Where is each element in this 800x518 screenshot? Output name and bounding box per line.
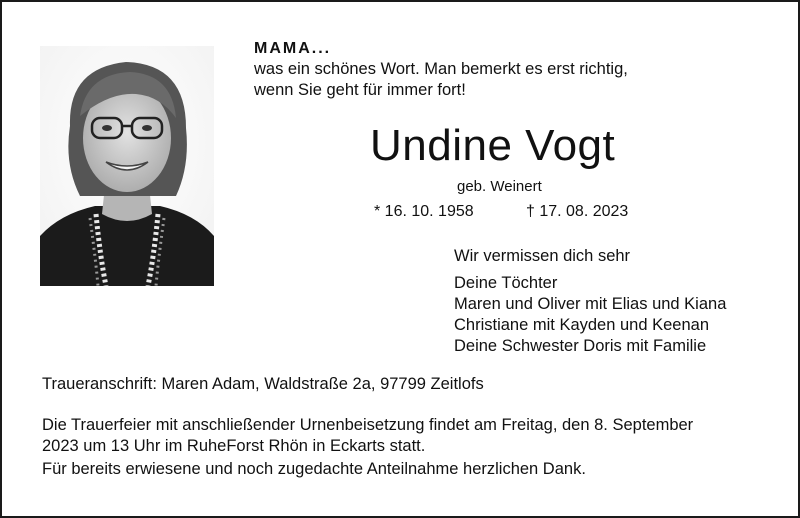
mourners-block: [454, 246, 726, 357]
mourner-line: Deine Schwester Doris mit Familie: [454, 337, 707, 355]
poem-line: was ein schönes Wort. Man bemerkt es erst richtig,: [254, 60, 628, 78]
ceremony-line: 2023 um 13 Uhr im RuheForst Rhön in Eckarts statt.: [42, 437, 426, 455]
birth-date: * 16. 10. 1958: [374, 203, 474, 220]
mourner-line: Maren und Oliver mit Elias und Kiana: [454, 295, 727, 313]
poem: [254, 38, 628, 101]
ceremony-info: [42, 415, 762, 457]
life-dates: [374, 203, 629, 221]
poem-line: wenn Sie geht für immer fort!: [254, 81, 466, 99]
mourner-line: Deine Töchter: [454, 274, 558, 292]
mourners-intro: Wir vermissen dich sehr: [454, 247, 631, 265]
portrait-icon: [40, 46, 214, 286]
ceremony-line: Die Trauerfeier mit anschließender Urnenbeisetzung findet am Freitag, den 8. September: [42, 416, 694, 434]
portrait-photo: [40, 46, 214, 286]
mourning-address: Traueranschrift: Maren Adam, Waldstraße 2a, 97799 Zeitlofs: [42, 375, 484, 393]
maiden-name: geb. Weinert: [457, 178, 542, 195]
poem-heading: MAMA...: [254, 40, 332, 57]
thanks-note: Für bereits erwiesene und noch zugedachte Anteilnahme herzlichen Dank.: [42, 460, 586, 478]
death-date: † 17. 08. 2023: [526, 203, 629, 220]
deceased-name: Undine Vogt: [370, 121, 616, 170]
mourner-line: Christiane mit Kayden und Keenan: [454, 316, 709, 334]
